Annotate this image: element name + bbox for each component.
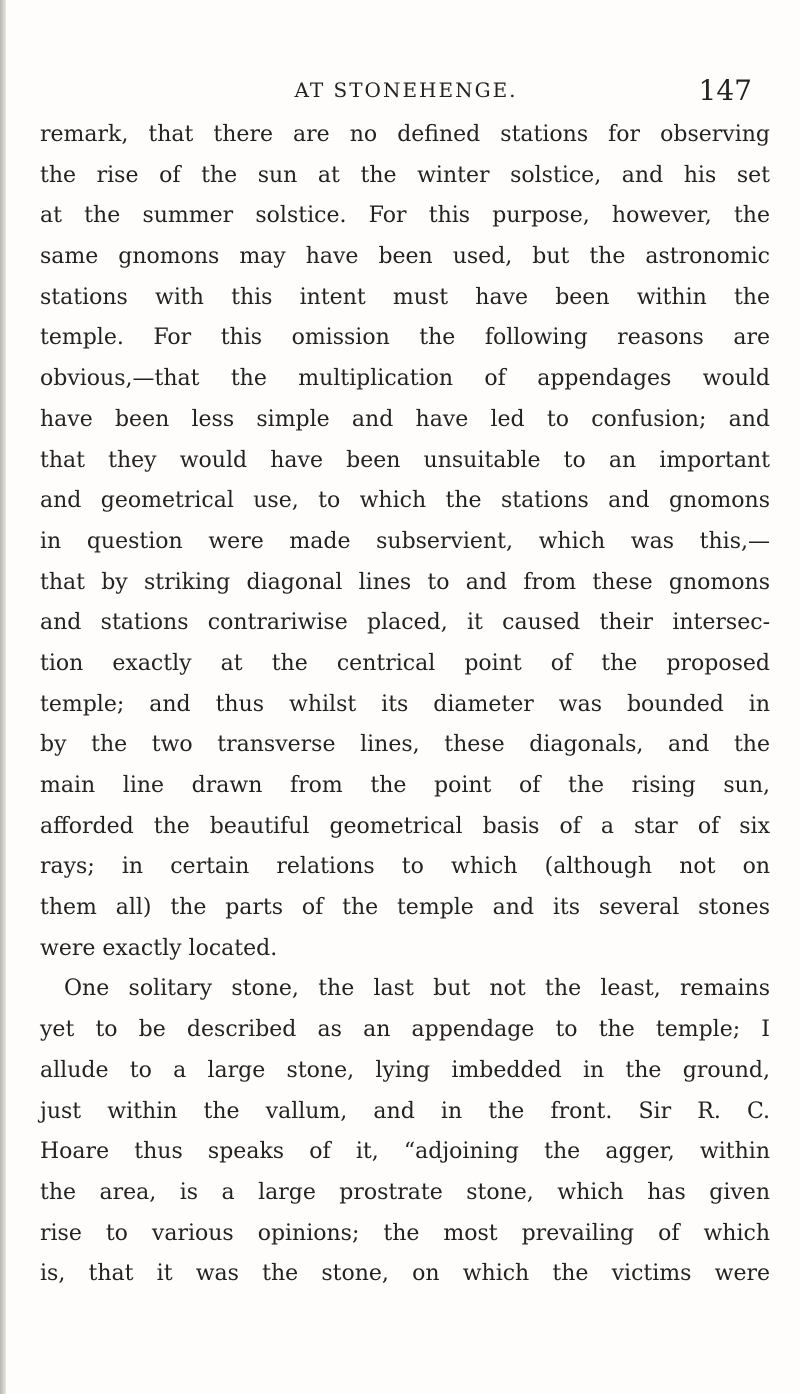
text-line: and geometrical use, to which the stations and gnomons (40, 488, 770, 514)
page-gutter-shadow (0, 0, 6, 1394)
text-line: rays; in certain relations to which (although not on (40, 854, 770, 880)
text-line: same gnomons may have been used, but the astronomic (40, 244, 770, 270)
body-text (40, 115, 770, 1295)
text-line: tion exactly at the centrical point of the proposed (40, 650, 770, 676)
text-line: allude to a large stone, lying imbedded in the ground, (40, 1057, 770, 1083)
page-number: 147 (698, 74, 752, 107)
text-line: by the two transverse lines, these diagonals, and the (40, 732, 770, 758)
text-line: were exactly located. (40, 935, 278, 961)
text-line: in question were made subservient, which was this,— (40, 528, 770, 554)
text-line: One solitary stone, the last but not the least, remains (64, 976, 770, 1002)
text-line: just within the vallum, and in the front. Sir R. C. (40, 1098, 770, 1124)
text-line: the area, is a large prostrate stone, which has given (40, 1179, 770, 1205)
running-head: AT STONEHENGE. (294, 78, 518, 102)
text-line: them all) the parts of the temple and its several stones (40, 895, 770, 921)
text-line: have been less simple and have led to confusion; and (40, 406, 770, 432)
text-line: Hoare thus speaks of it, “adjoining the agger, within (40, 1139, 770, 1165)
text-line: afforded the beautiful geometrical basis of a star of six (40, 813, 770, 839)
text-line: rise to various opinions; the most prevailing of which (40, 1220, 770, 1246)
text-line: at the summer solstice. For this purpose, however, the (40, 203, 770, 229)
text-line: stations with this intent must have been within the (40, 284, 770, 310)
text-line: is, that it was the stone, on which the victims were (40, 1261, 770, 1287)
text-line: temple. For this omission the following reasons are (40, 325, 770, 351)
text-line: yet to be described as an appendage to the temple; I (40, 1017, 770, 1043)
text-line: and stations contrariwise placed, it caused their intersec- (40, 610, 770, 636)
text-line: obvious,—that the multiplication of appendages would (40, 366, 770, 392)
text-line: remark, that there are no defined stations for observing (40, 122, 770, 147)
text-line: main line drawn from the point of the rising sun, (40, 773, 770, 798)
text-line: the rise of the sun at the winter solstice, and his set (40, 162, 770, 188)
page-header (60, 74, 752, 118)
text-line: that they would have been unsuitable to an important (40, 447, 770, 473)
text-line: that by striking diagonal lines to and from these gnomons (40, 569, 770, 595)
text-line: temple; and thus whilst its diameter was bounded in (40, 691, 770, 717)
